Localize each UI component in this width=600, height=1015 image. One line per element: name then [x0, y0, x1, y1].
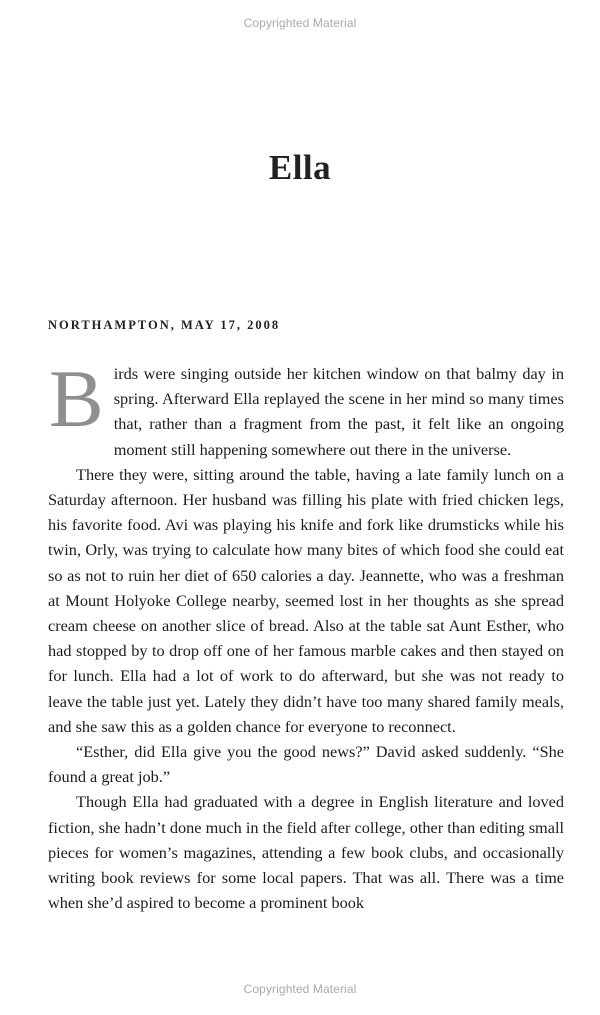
paragraph-4: Though Ella had graduated with a degree in English literature and loved fiction, she hadn’t done much in the field after college, other than editing small pieces for women’s magazines, attending a few book clubs, and occasionally writing book reviews for some local papers. That was all. There was a time when she’d aspired to become a prominent book	[48, 792, 564, 913]
dateline: NORTHAMPTON, MAY 17, 2008	[48, 318, 281, 332]
body-text	[48, 353, 564, 915]
paragraph-1	[48, 353, 564, 462]
copyright-watermark-top: Copyrighted Material	[243, 16, 357, 30]
drop-cap: B	[49, 353, 104, 444]
chapter-title: Ella	[268, 148, 332, 187]
copyright-watermark-bottom: Copyrighted Material	[243, 982, 357, 996]
paragraph-2: There they were, sitting around the table, having a late family lunch on a Saturday afternoon. Her husband was filling his plate with fried chicken legs, his favorite food. Avi was playing his knife and fork like drumsticks while his twin, Orly, was trying to calculate how many bites of which food she could eat so as not to ruin her diet of 650 calories a day. Jeannette, who was a freshman at Mount Holyoke College nearby, seemed lost in her thoughts as she spread cream cheese on another slice of bread. Also at the table sat Aunt Esther, who had stopped by to drop off one of her famous marble cakes and then stayed on for lunch. Ella had a lot of work to do afterward, but she was not ready to leave the table just yet. Lately they didn’t have too many shared family meals, and she saw this as a golden chance for everyone to reconnect.	[48, 464, 564, 736]
paragraph-3: “Esther, did Ella give you the good news?” David asked suddenly. “She found a great job.”	[48, 742, 564, 787]
paragraph-1-text: irds were singing outside her kitchen window on that balmy day in spring. Afterward Ella replayed the scene in her mind so many times that, rather than a fragment from the past, it felt like an ongoing moment still happening somewhere out there in the universe.	[113, 364, 564, 459]
